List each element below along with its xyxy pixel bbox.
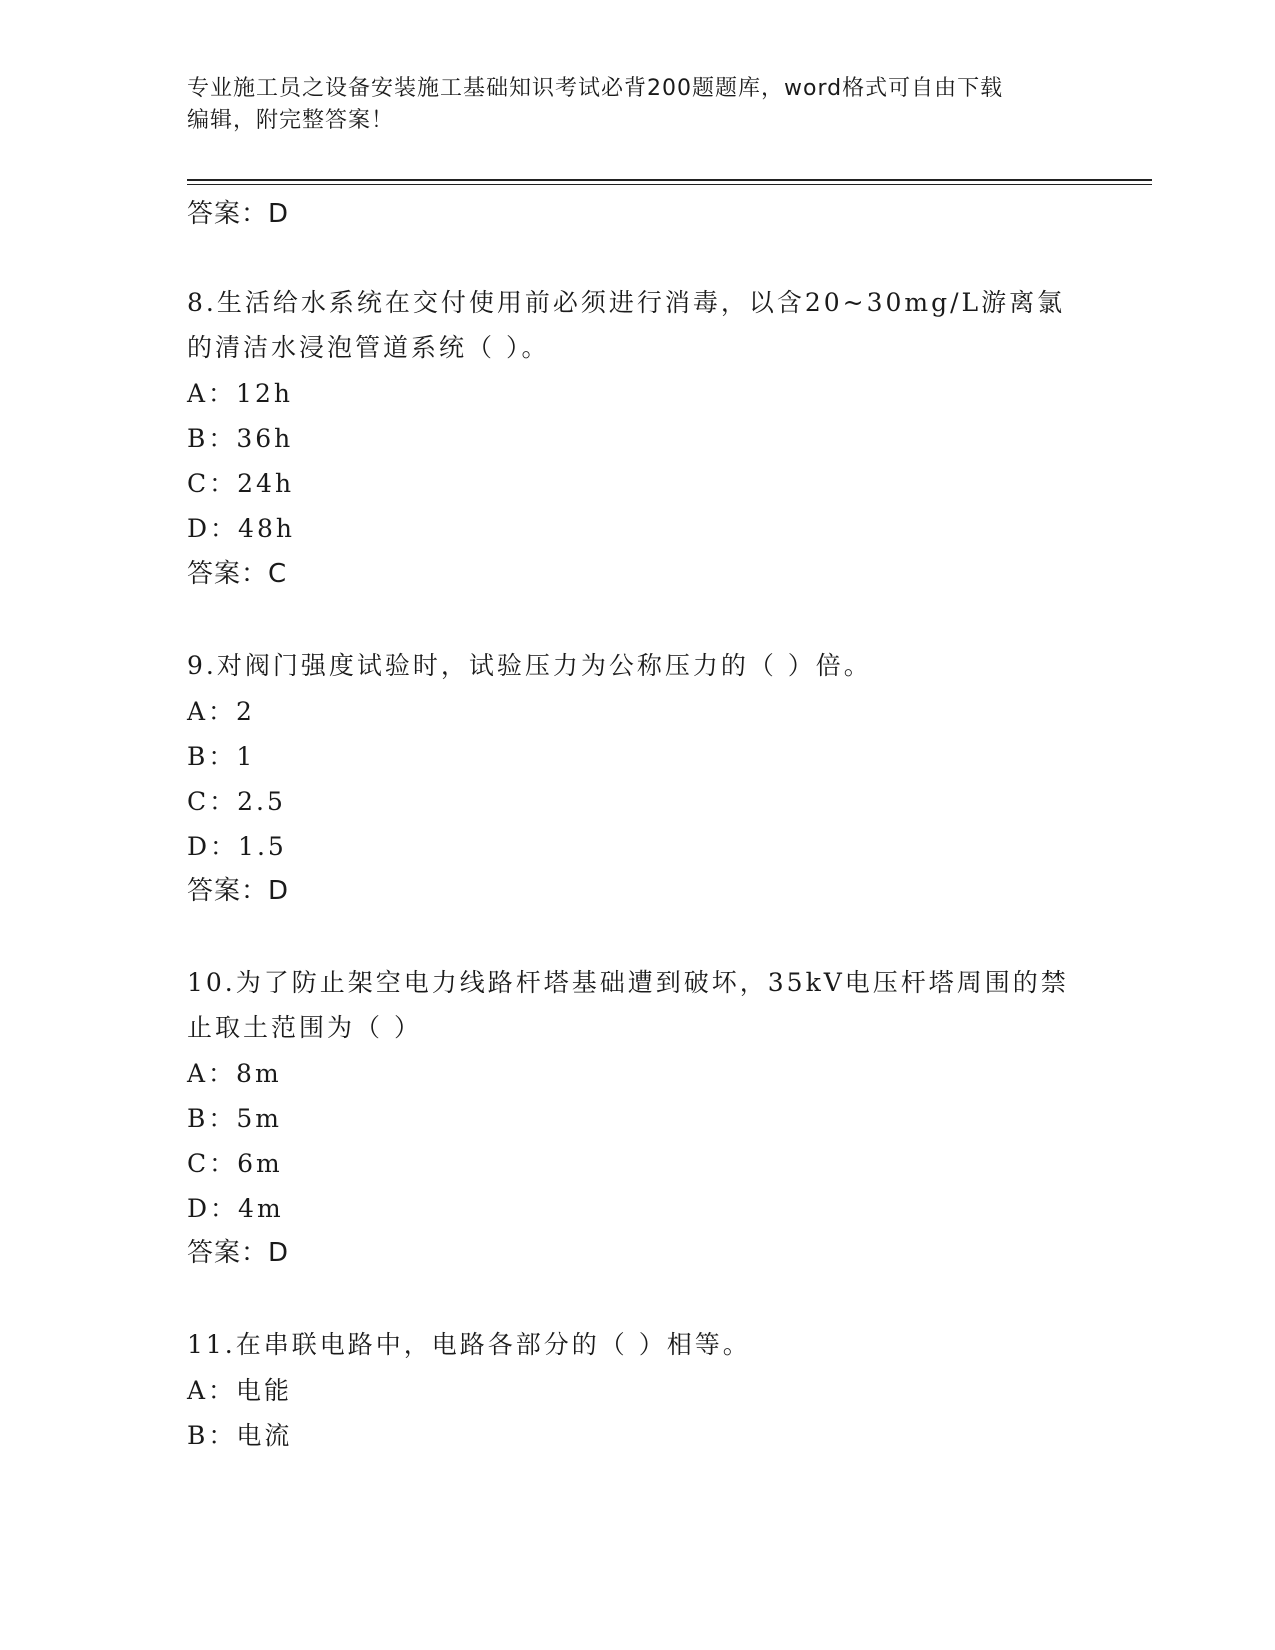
question-10-text-line-2: 止取土范围为（ ） [187,1013,422,1042]
question-11-text-line-1: 11.在串联电路中，电路各部分的（ ）相等。 [187,1330,751,1359]
question-8-answer: 答案：C [187,559,288,589]
question-8-option-d: D：48h [187,514,295,543]
question-8-text-line-2: 的清洁水浸泡管道系统（ ）。 [187,333,550,362]
question-10-option-b: B：5m [187,1104,282,1133]
question-9-option-a: A：2 [187,697,255,726]
answer-previous: 答案：D [187,199,290,229]
question-9-option-c: C：2.5 [187,787,286,816]
question-9-option-d: D：1.5 [187,832,287,861]
question-10-text-line-1: 10.为了防止架空电力线路杆塔基础遭到破坏，35kV电压杆塔周围的禁 [187,968,1069,997]
question-8-option-c: C：24h [187,469,295,498]
question-11-option-b: B：电流 [187,1421,293,1450]
question-9-answer: 答案：D [187,876,290,906]
header-line-1: 专业施工员之设备安装施工基础知识考试必背200题题库，word格式可自由下载 [187,76,1004,101]
question-10-option-c: C：6m [187,1149,283,1178]
question-9-option-b: B：1 [187,742,256,771]
header-rule-thin [187,184,1152,185]
question-10-option-a: A：8m [187,1059,282,1088]
question-8-option-b: B：36h [187,424,294,453]
question-10-option-d: D：4m [187,1194,284,1223]
question-11-option-a: A：电能 [187,1376,293,1405]
question-10-answer: 答案：D [187,1238,290,1268]
question-8-text-line-1: 8.生活给水系统在交付使用前必须进行消毒，以含20~30mg/L游离氯 [187,288,1066,317]
question-9-text-line-1: 9.对阀门强度试验时，试验压力为公称压力的（ ）倍。 [187,651,872,680]
header-rule-thick [187,179,1152,181]
header-line-2: 编辑，附完整答案！ [187,108,395,133]
page-header [187,73,1087,137]
question-8-option-a: A：12h [187,379,293,408]
